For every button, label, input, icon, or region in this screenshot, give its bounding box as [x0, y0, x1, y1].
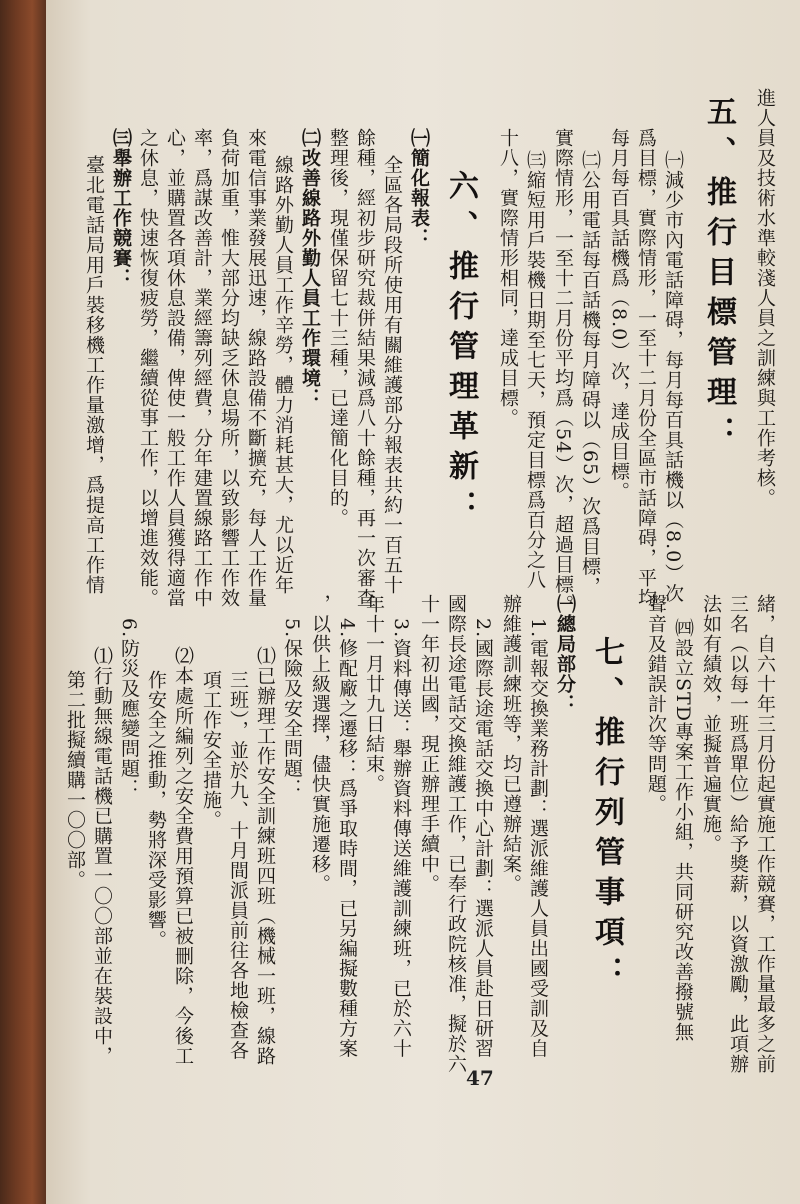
- lower-col-9: 辦維護訓練班等，均已遵辦結案。: [500, 594, 522, 894]
- lower-col-2: 三名（以每一班爲單位）給予獎薪，以資激勵，此項辦: [727, 594, 749, 1074]
- subheading-improve-environment: ㈡改善線路外勤人員工作環境：: [299, 128, 321, 408]
- upper-col-12: 全區各局段所使用有關維護部分報表共約一百五十: [381, 155, 403, 595]
- upper-col-4: 爲目標，實際情形，一至十二月份全區市話障碍，平均: [635, 128, 657, 608]
- book-page: [46, 0, 800, 1204]
- lower-col-8: 1.電報交換業務計劃：選派維護人員出國受訓及自: [527, 618, 549, 1059]
- lower-col-17: 5.保險及安全問題：: [281, 618, 303, 799]
- lower-col-10: 2.國際長途電話交換中心計劃：選派人員赴日研習: [472, 618, 494, 1059]
- section-heading-6: 六、推行管理革新：: [443, 170, 478, 530]
- upper-col-17: 來電信事業發展迅速，線路設備不斷擴充，每人工作量: [245, 128, 267, 608]
- lower-col-19: 三班），並於九、十月間派員前往各地檢查各: [227, 670, 249, 1061]
- lower-col-14: 年十一月廿九日結束。: [363, 594, 385, 794]
- upper-col-5: 每月每百具話機爲（8.0）次，達成目標。: [608, 128, 630, 502]
- upper-col-1: 進人員及技術水準較淺人員之訓練與工作考核。: [754, 88, 776, 508]
- lower-col-21: ⑵本處所編列之安全費用預算已被刪除，今後工: [172, 646, 194, 1066]
- lower-col-5: 聲音及錯誤計次等問題。: [645, 594, 667, 814]
- lower-col-13: 3.資料傳送：舉辦資料傳送維護訓練班，已於六十: [390, 618, 412, 1059]
- page-number: 47: [466, 1066, 494, 1090]
- lower-col-22: 作安全之推動，勢將深受影響。: [145, 670, 167, 950]
- lower-col-23: 6.防災及應變問題：: [118, 618, 140, 799]
- upper-col-21: 之休息，快速恢復疲勞，繼續從事工作，以增進效能。: [137, 128, 159, 608]
- upper-col-14: 整理後，現僅保留七十三種，已達簡化目的。: [327, 128, 349, 528]
- upper-col-6: ㈡公用電話每百話機每月障碍以（65）次爲目標，: [579, 150, 601, 597]
- book-spine: [0, 0, 46, 1204]
- lower-col-18: ⑴已辦理工作安全訓練班四班（機械一班，線路: [254, 646, 276, 1066]
- upper-col-23: 臺北電話局用戶裝移機工作量激增，爲提高工作情: [83, 155, 105, 595]
- subheading-simplify-reports: ㈠簡化報表：: [408, 128, 430, 248]
- section-heading-5: 五、推行目標管理：: [701, 96, 736, 456]
- upper-col-7: 實際情形，一至十二月份平均爲（54）次，超過目標。: [552, 128, 574, 615]
- subheading-work-competition: ㈢舉辦工作競賽：: [110, 128, 132, 288]
- lower-col-4: ㈣設立STD專案工作小組，共同研究改善撥號無: [672, 618, 694, 1042]
- section-heading-7: 七、推行列管事項：: [589, 636, 624, 996]
- upper-col-18: 負荷加重，惟大部分均缺乏休息場所，以致影響工作效: [218, 128, 240, 608]
- lower-col-11: 國際長途電話交換維護工作，已奉行政院核准，擬於六: [445, 594, 467, 1074]
- lower-col-12: 十一年初出國，現正辦理手續中。: [418, 594, 440, 894]
- lower-col-15: 4.修配廠之遷移：爲爭取時間，已另編擬數種方案: [336, 618, 358, 1059]
- upper-col-19: 率，爲謀改善計，業經籌列經費，分年建置線路工作中: [191, 128, 213, 608]
- lower-col-1: 緒，自六十年三月份起實施工作競賽，工作量最多之前: [754, 594, 776, 1074]
- subheading-head-office: ㈠總局部分：: [554, 594, 576, 714]
- upper-col-13: 餘種，經初步研究裁併結果減爲八十餘種，再一次審查: [354, 128, 376, 608]
- lower-col-3: 法如有績效，並擬普遍實施。: [700, 594, 722, 854]
- lower-col-20: 項工作安全措施。: [200, 670, 222, 830]
- upper-col-8: ㈢縮短用戶裝機日期至七天，預定目標爲百分之八: [524, 150, 546, 590]
- upper-col-9: 十八，實際情形相同，達成目標。: [497, 128, 519, 428]
- lower-col-24: ⑴行動無線電話機已購置一〇〇部並在裝設中，: [91, 646, 113, 1066]
- lower-col-25: 第二批擬續購一〇〇部。: [64, 670, 86, 890]
- lower-col-16: ，以供上級選擇，儘快實施遷移。: [309, 594, 331, 894]
- upper-col-20: 心，並購置各項休息設備，俾使一般工作人員獲得適當: [164, 128, 186, 608]
- upper-col-3: ㈠減少市內電話障碍，每月每百具話機以（8.0）次: [662, 150, 684, 604]
- upper-col-16: 線路外勤人員工作辛勞，體力消耗甚大，尤以近年: [272, 155, 294, 595]
